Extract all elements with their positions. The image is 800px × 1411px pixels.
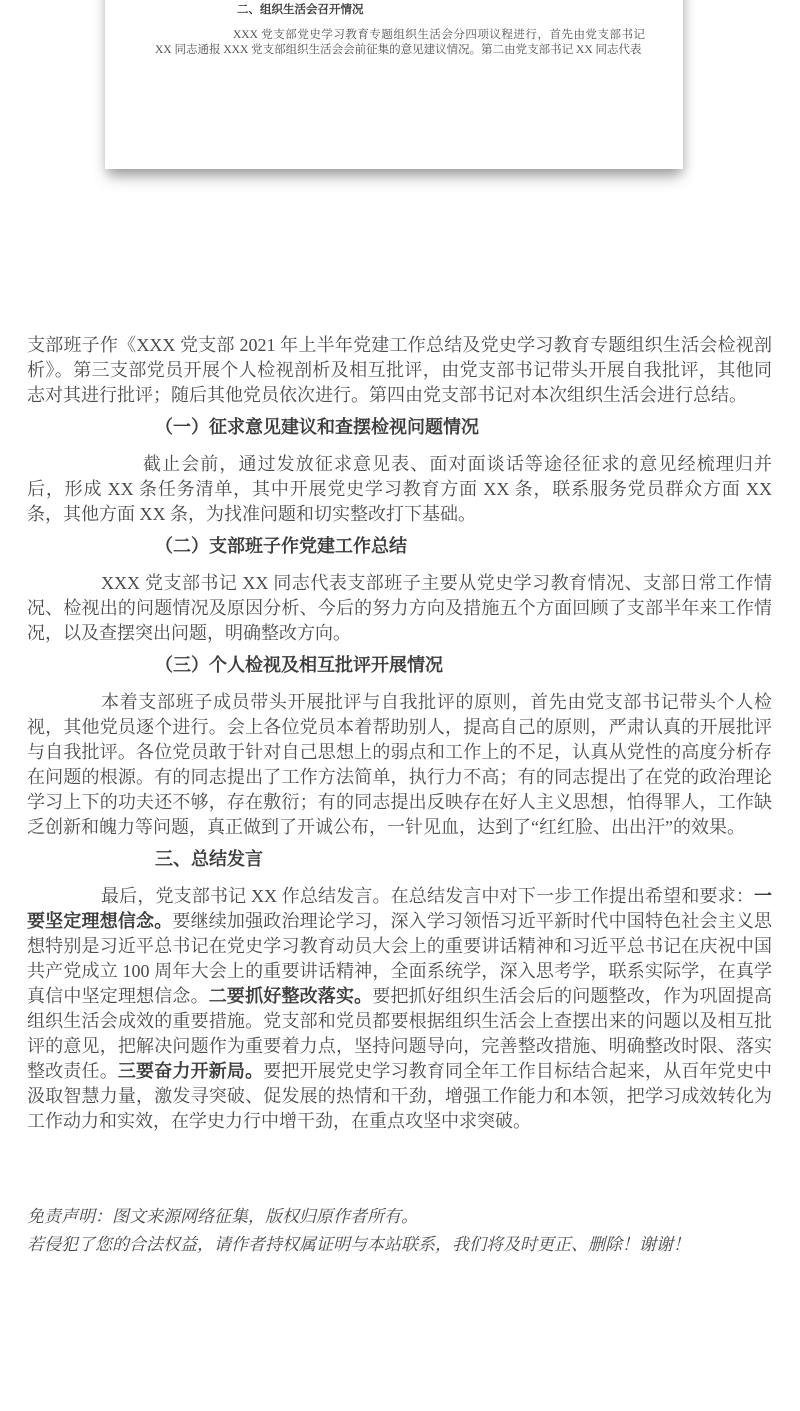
section-1-paragraph: 截止会前，通过发放征求意见表、面对面谈话等途径征求的意见经梳理归并后，形成 XX 条任务清单，其中开展党史学习教育方面 XX 条，联系服务党员群众方面 XX 条，其他方面 XX 条，为找准问题和切实整改打下基础。 <box>27 454 772 524</box>
document-preview-card <box>105 0 683 169</box>
section-heading-3: （三）个人检视及相互批评开展情况 <box>155 655 443 675</box>
summary-heading: 三、总结发言 <box>155 849 263 869</box>
disclaimer-line-2: 若侵犯了您的合法权益，请作者持权属证明与本站联系，我们将及时更正、删除！谢谢！ <box>27 1235 690 1254</box>
section-heading-1: （一）征求意见建议和查摆检视问题情况 <box>155 417 479 437</box>
summary-paragraph: 最后，党支部书记 XX 作总结发言。在总结发言中对下一步工作提出希望和要求：一要坚定理想信念。要继续加强政治理论学习，深入学习领悟习近平新时代中国特色社会主义思想特别是习近平总书记在党史学习教育动员大会上的重要讲话精神和习近平总书记在庆祝中国共产党成立 100 周年大会上的重要讲话精神，全面系统学，深入思考学，联系实际学，在真学真信中坚定理想信念。二要抓好整改落实。要把抓好组织生活会后的问题整改，作为巩固提高组织生活会成效的重要措施。党支部和党员都要根据组织生活会上查摆出来的问题以及相互批评的意见，把解决问题作为重要着力点，坚持问题导向，完善整改措施、明确整改时限、落实整改责任。三要奋力开新局。要把开展党史学习教育同全年工作目标结合起来，从百年党史中汲取智慧力量，激发寻突破、促发展的热情和干劲，增强工作能力和本领，把学习成效转化为工作动力和实效，在学史力行中增干劲，在重点攻坚中求突破。 <box>27 886 773 1131</box>
document-body <box>27 333 772 1134</box>
section-3-paragraph: 本着支部班子成员带头开展批评与自我批评的原则，首先由党支部书记带头个人检视，其他党员逐个进行。会上各位党员本着帮助别人，提高自己的原则，严肃认真的开展批评与自我批评。各位党员敢于针对自己思想上的弱点和工作上的不足，认真从党性的高度分析存在问题的根源。有的同志提出了工作方法简单，执行力不高；有的同志提出了在党的政治理论学习上下的功夫还不够，存在敷衍；有的同志提出反映存在好人主义思想，怕得罪人，工作缺乏创新和魄力等问题，真正做到了开诚公布，一针见血，达到了“红红脸、出出汗”的效果。 <box>27 692 772 837</box>
section-heading-2: （二）支部班子作党建工作总结 <box>155 536 407 556</box>
paragraph-continuation: 支部班子作《XXX 党支部 2021 年上半年党建工作总结及党史学习教育专题组织生活会检视剖析》。第三支部党员开展个人检视剖析及相互批评，由党支部书记带头开展自我批评，其他同志对其进行批评；随后其他党员依次进行。第四由党支部书记对本次组织生活会进行总结。 <box>27 335 772 405</box>
section-2-paragraph: XXX 党支部书记 XX 同志代表支部班子主要从党史学习教育情况、支部日常工作情况、检视出的问题情况及原因分析、今后的努力方向及措施五个方面回顾了支部半年来工作情况，以及查摆突出问题，明确整改方向。 <box>27 573 772 643</box>
card-section-heading: 二、组织生活会召开情况 <box>237 4 364 16</box>
disclaimer <box>27 1203 772 1259</box>
disclaimer-line-1: 免责声明：图文来源网络征集，版权归原作者所有。 <box>27 1207 418 1226</box>
card-paragraph: XXX 党支部党史学习教育专题组织生活会分四项议程进行，首先由党支部书记XX 同志通报 XXX 党支部组织生活会会前征集的意见建议情况。第二由党支部书记 XX 同志代表 <box>155 29 645 56</box>
